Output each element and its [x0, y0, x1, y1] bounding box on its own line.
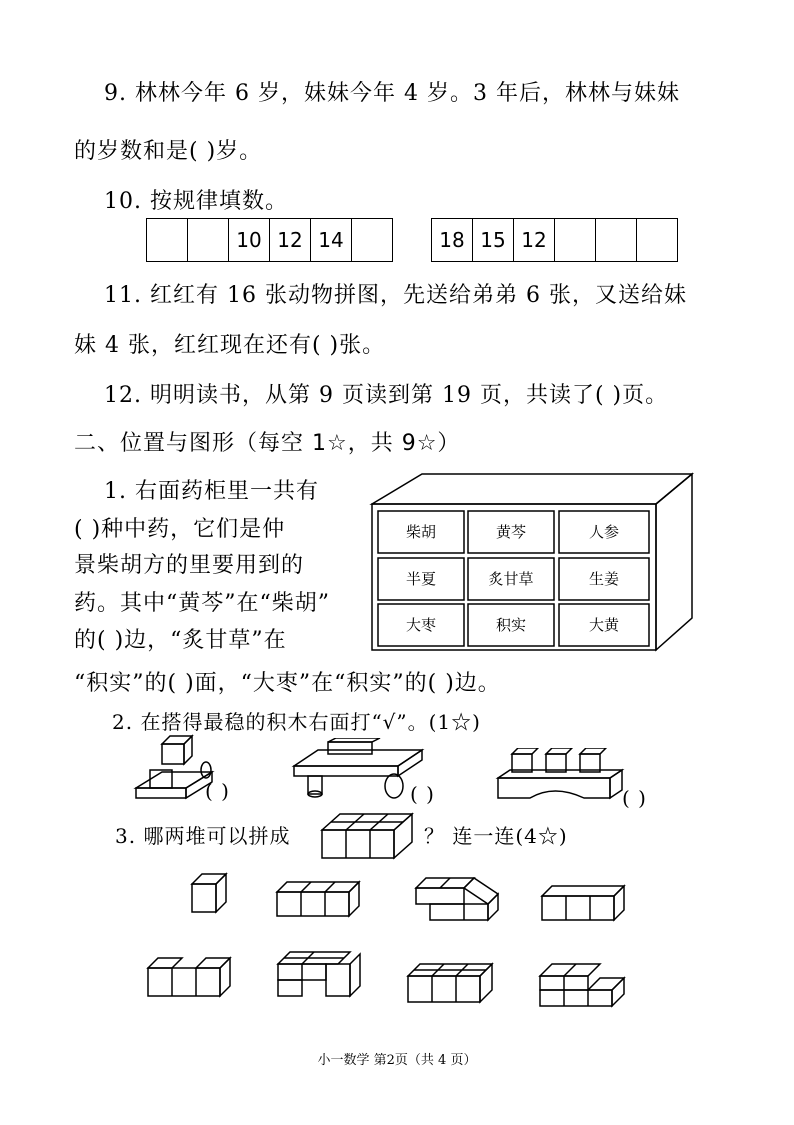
s2q3-text-after: ？ 连一连(4☆): [424, 824, 568, 848]
block-structure-3: [494, 748, 634, 808]
q9-line2: 的岁数和是( )岁。: [74, 139, 263, 164]
block-pile-8[interactable]: [538, 962, 628, 1010]
block-pile-6[interactable]: [276, 950, 366, 1000]
page-footer: 小一数学 第2页（共 4 页）: [317, 1053, 477, 1068]
drawer-label: 大枣: [405, 616, 437, 634]
seq1-cell[interactable]: [188, 219, 229, 261]
q11-line1: 11. 红红有 16 张动物拼图，先送给弟弟 6 张，又送给妹: [104, 283, 687, 308]
sequence-1: [146, 218, 393, 262]
seq1-cell: 12: [270, 219, 311, 261]
answer-paren-2[interactable]: ( ): [410, 782, 435, 806]
answer-paren-1[interactable]: ( ): [205, 779, 230, 803]
s2q1-line6: “积实”的( )面，“大枣”在“积实”的( )边。: [74, 671, 501, 696]
seq2-cell: 12: [514, 219, 555, 261]
drawer-label: 大黄: [588, 616, 620, 634]
block-pile-1[interactable]: [190, 872, 230, 916]
seq2-cell[interactable]: [555, 219, 596, 261]
answer-paren-3[interactable]: ( ): [622, 786, 647, 810]
q10-text: 10. 按规律填数。: [104, 189, 288, 214]
q9-line1: 9. 林林今年 6 岁，妹妹今年 4 岁。3 年后，林林与妹妹: [104, 81, 680, 106]
block-pile-2[interactable]: [275, 880, 365, 920]
seq2-cell[interactable]: [596, 219, 637, 261]
seq1-cell[interactable]: [147, 219, 188, 261]
drawer-label: 炙甘草: [488, 570, 534, 588]
medicine-cabinet: [366, 468, 706, 658]
drawer-label: 人参: [588, 523, 620, 541]
s2q1-line4: 药。其中“黄芩”在“柴胡”: [74, 591, 330, 616]
seq2-cell: 15: [473, 219, 514, 261]
drawer-label: 积实: [495, 616, 527, 634]
drawer-label: 黄芩: [495, 523, 527, 541]
sequence-2: [431, 218, 678, 262]
s2q1-line1: 1. 右面药柜里一共有: [104, 479, 319, 504]
seq1-cell: 14: [311, 219, 352, 261]
seq1-cell[interactable]: [352, 219, 392, 261]
s2q1-line3: 景柴胡方的里要用到的: [74, 553, 305, 578]
block-structure-1: [128, 730, 248, 810]
s2q3-text-before: 3. 哪两堆可以拼成: [115, 824, 291, 848]
s2q1-line2: ( )种中药，它们是仲: [74, 517, 286, 542]
q11-line2: 妹 4 张，红红现在还有( )张。: [74, 333, 386, 358]
block-pile-7[interactable]: [406, 962, 496, 1006]
block-pile-5[interactable]: [146, 954, 236, 1000]
target-block-figure: [318, 808, 418, 864]
seq1-cell: 10: [229, 219, 270, 261]
s2q2-text: 2. 在搭得最稳的积木右面打“√”。(1☆): [112, 710, 481, 734]
drawer-label: 半夏: [405, 570, 437, 588]
s2q1-line5: 的( )边，“炙甘草”在: [74, 628, 287, 653]
q12-text: 12. 明明读书，从第 9 页读到第 19 页，共读了( )页。: [104, 383, 669, 408]
seq2-cell[interactable]: [637, 219, 677, 261]
block-pile-3[interactable]: [414, 876, 504, 924]
drawer-label: 生姜: [588, 570, 620, 588]
section-2-title: 二、位置与图形（每空 1☆，共 9☆）: [74, 431, 461, 456]
seq2-cell: 18: [432, 219, 473, 261]
drawer-label: 柴胡: [405, 523, 437, 541]
block-pile-4[interactable]: [540, 884, 630, 924]
